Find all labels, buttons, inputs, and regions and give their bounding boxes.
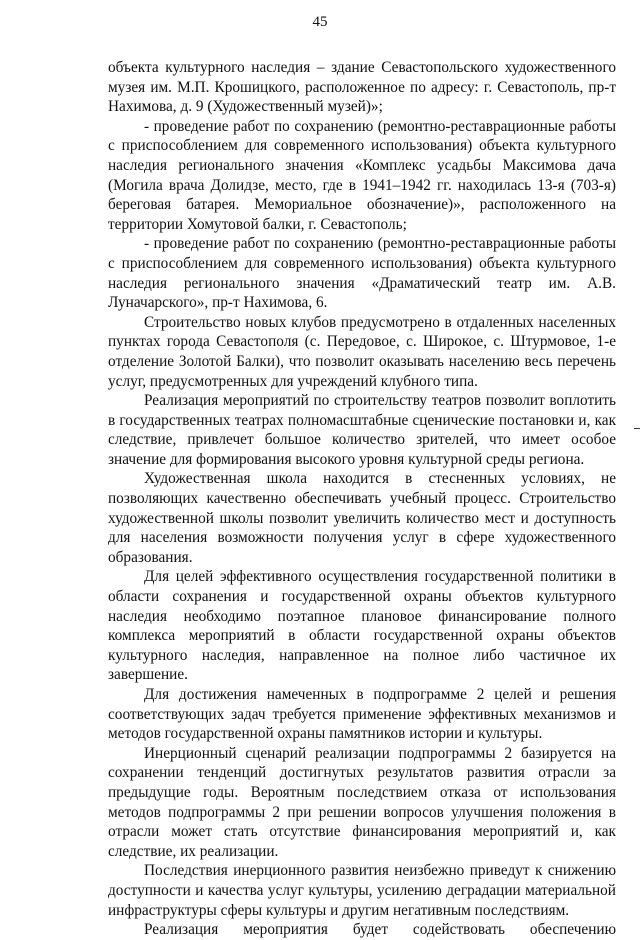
paragraph-consequences: Последствия инерционного развития неизбежно приведут к снижению доступности и качества услуг культуры, усилению деградации материальной инфраструктуры сферы культуры и другим негативным последствиям. [108, 862, 616, 919]
paragraph-maksimova-dacha: - проведение работ по сохранению (ремонтно-реставрационные работы с приспособлением для современного использования) объекта культурного наследия регионального значения «Комплекс усадьбы Максимова дача (Могила врача Долидзе, место, где в 1941–1942 гг. находилась 13-я (703-я) береговая батарея. Мемориальное обозначение)», расположенного на территории Хомутовой балки, г. Севастополь; [108, 117, 616, 233]
body-text [108, 58, 616, 940]
paragraph-theatre-construction: Реализация мероприятий по строительству театров позволит воплотить в государственных театрах полномасштабные сценические постановки и, как следствие, привлечет большое количество зрителей, что имеет особое значение для формирования высокого уровня культурной среды региона. [108, 392, 616, 468]
paragraph-art-school: Художественная школа находится в стесненных условиях, не позволяющих качественно обеспечивать учебный процесс. Строительство художественной школы позволит увеличить количество мест и доступность для населения возможности получения услуг в сфере художественного образования. [108, 470, 616, 566]
paragraph-goals: Для достижения намеченных в подпрограмме 2 целей и решения соответствующих задач требуется применение эффективных механизмов и методов государственной охраны памятников истории и культуры. [108, 686, 616, 743]
paragraph-drama-theatre: - проведение работ по сохранению (ремонтно-реставрационные работы с приспособлением для современного использования) объекта культурного наследия регионального значения «Драматический театр им. А.В. Луначарского», пр-т Нахимова, 6. [108, 235, 616, 312]
paragraph-inertial-scenario: Инерционный сценарий реализации подпрограммы 2 базируется на сохранении тенденций достигнутых результатов развития отрасли за предыдущие годы. Вероятным последствием отказа от использования методов подпрограммы 2 при решении вопросов улучшения положения в отрасли может стать отсутствие финансирования мероприятий и, как следствие, их реализации. [108, 744, 616, 860]
paragraph-state-policy: Для целей эффективного осуществления государственной политики в области сохранения и государственной охраны объектов культурного наследия необходимо поэтапное плановое финансирование полного комплекса мероприятий в области государственной охраны объектов культурного наследия, направленное на полное либо частичное их завершение. [108, 568, 616, 684]
paragraph-implementation: Реализация мероприятия будет содействовать обеспечению [144, 921, 616, 939]
scan-edge-mark [634, 428, 640, 429]
paragraph-museum-continuation: объекта культурного наследия – здание Севастопольского художественного музея им. М.П. Крошицкого, расположенное по адресу: г. Севастополь, пр-т Нахимова, д. 9 (Художественный музей)»; [108, 59, 616, 116]
paragraph-new-clubs: Строительство новых клубов предусмотрено в отдаленных населенных пунктах города Севастополя (с. Передовое, с. Широкое, с. Штурмовое, 1-е отделение Золотой Балки), что позволит оказывать населению весь перечень услуг, предусмотренных для учреждений клубного типа. [108, 313, 616, 390]
page-number: 45 [312, 14, 328, 30]
